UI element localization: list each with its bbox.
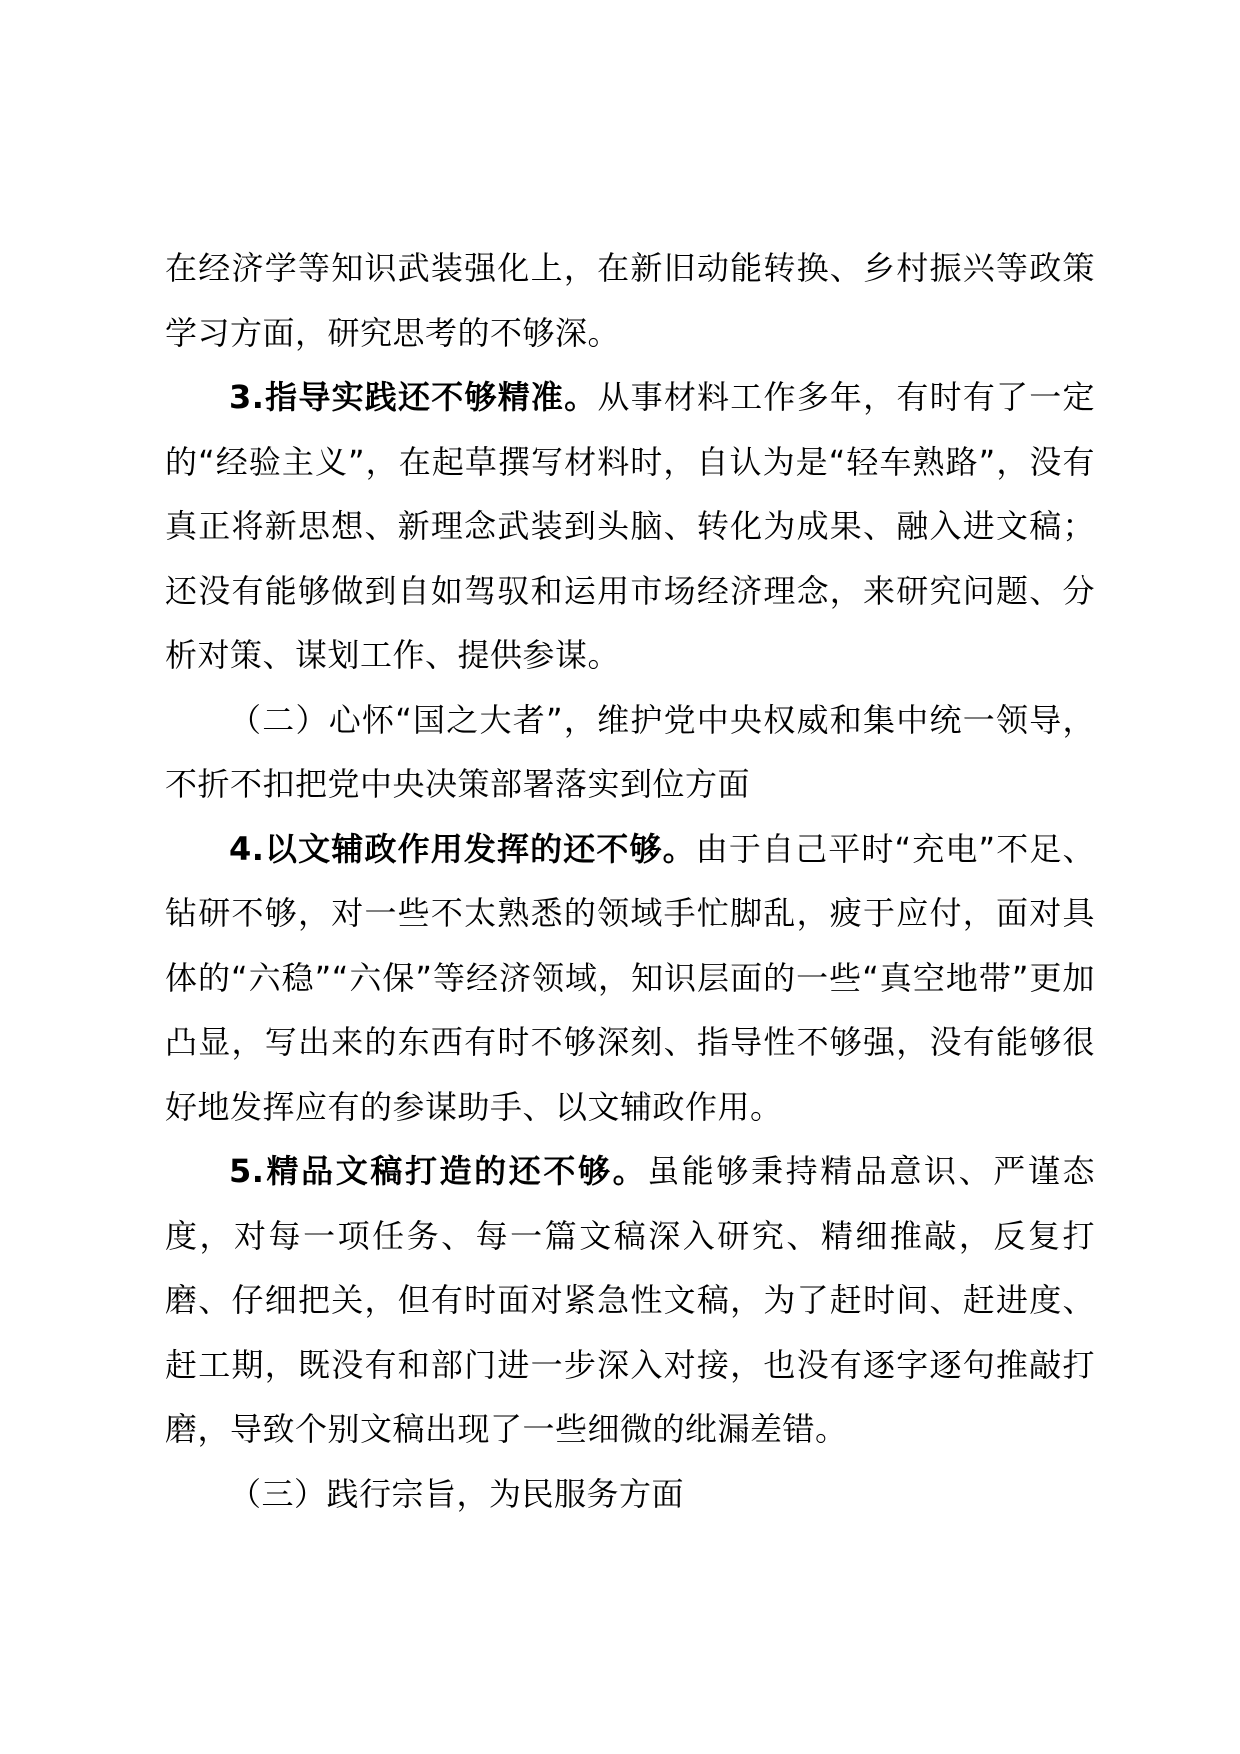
paragraph-text: 由于自己平时“充电”不足、钻研不够，对一些不太熟悉的领域手忙脚乱，疲于应付，面对具体的“六稳”“六保”等经济领域，知识层面的一些“真空地带”更加凸显，写出来的东西有时不够深刻、指导性不够强，没有能够很好地发挥应有的参谋助手、以文辅政作用。 — [165, 829, 1095, 1126]
paragraph-item-4 — [165, 817, 1095, 1140]
paragraph-text: 从事材料工作多年，有时有了一定的“经验主义”，在起草撰写材料时，自认为是“轻车熟路”，没有真正将新思想、新理念武装到头脑、转化为成果、融入进文稿；还没有能够做到自如驾驭和运用市场经济理念，来研究问题、分析对策、谋划工作、提供参谋。 — [165, 378, 1095, 674]
section-heading-text: （三）践行宗旨，为民服务方面 — [229, 1474, 685, 1513]
section-heading-3 — [165, 1462, 1095, 1527]
item-heading: 5.精品文稿打造的还不够。 — [229, 1152, 648, 1190]
document-page — [165, 236, 1095, 1526]
item-heading: 4.以文辅政作用发挥的还不够。 — [229, 829, 696, 868]
paragraph-continuation — [165, 236, 1095, 365]
paragraph-item-3 — [165, 365, 1095, 688]
item-heading: 3.指导实践还不够精准。 — [229, 378, 598, 416]
section-heading-text: （二）心怀“国之大者”，维护党中央权威和集中统一领导，不折不扣把党中央决策部署落实到位方面 — [165, 700, 1095, 803]
paragraph-text: 虽能够秉持精品意识、严谨态度，对每一项任务、每一篇文稿深入研究、精细推敲，反复打磨、仔细把关，但有时面对紧急性文稿，为了赶时间、赶进度、赶工期，既没有和部门进一步深入对接，也没有逐字逐句推敲打磨，导致个别文稿出现了一些细微的纰漏差错。 — [165, 1152, 1095, 1448]
section-heading-2 — [165, 688, 1095, 817]
paragraph-text: 在经济学等知识武装强化上，在新旧动能转换、乡村振兴等政策学习方面，研究思考的不够深。 — [165, 249, 1095, 352]
paragraph-item-5 — [165, 1139, 1095, 1462]
